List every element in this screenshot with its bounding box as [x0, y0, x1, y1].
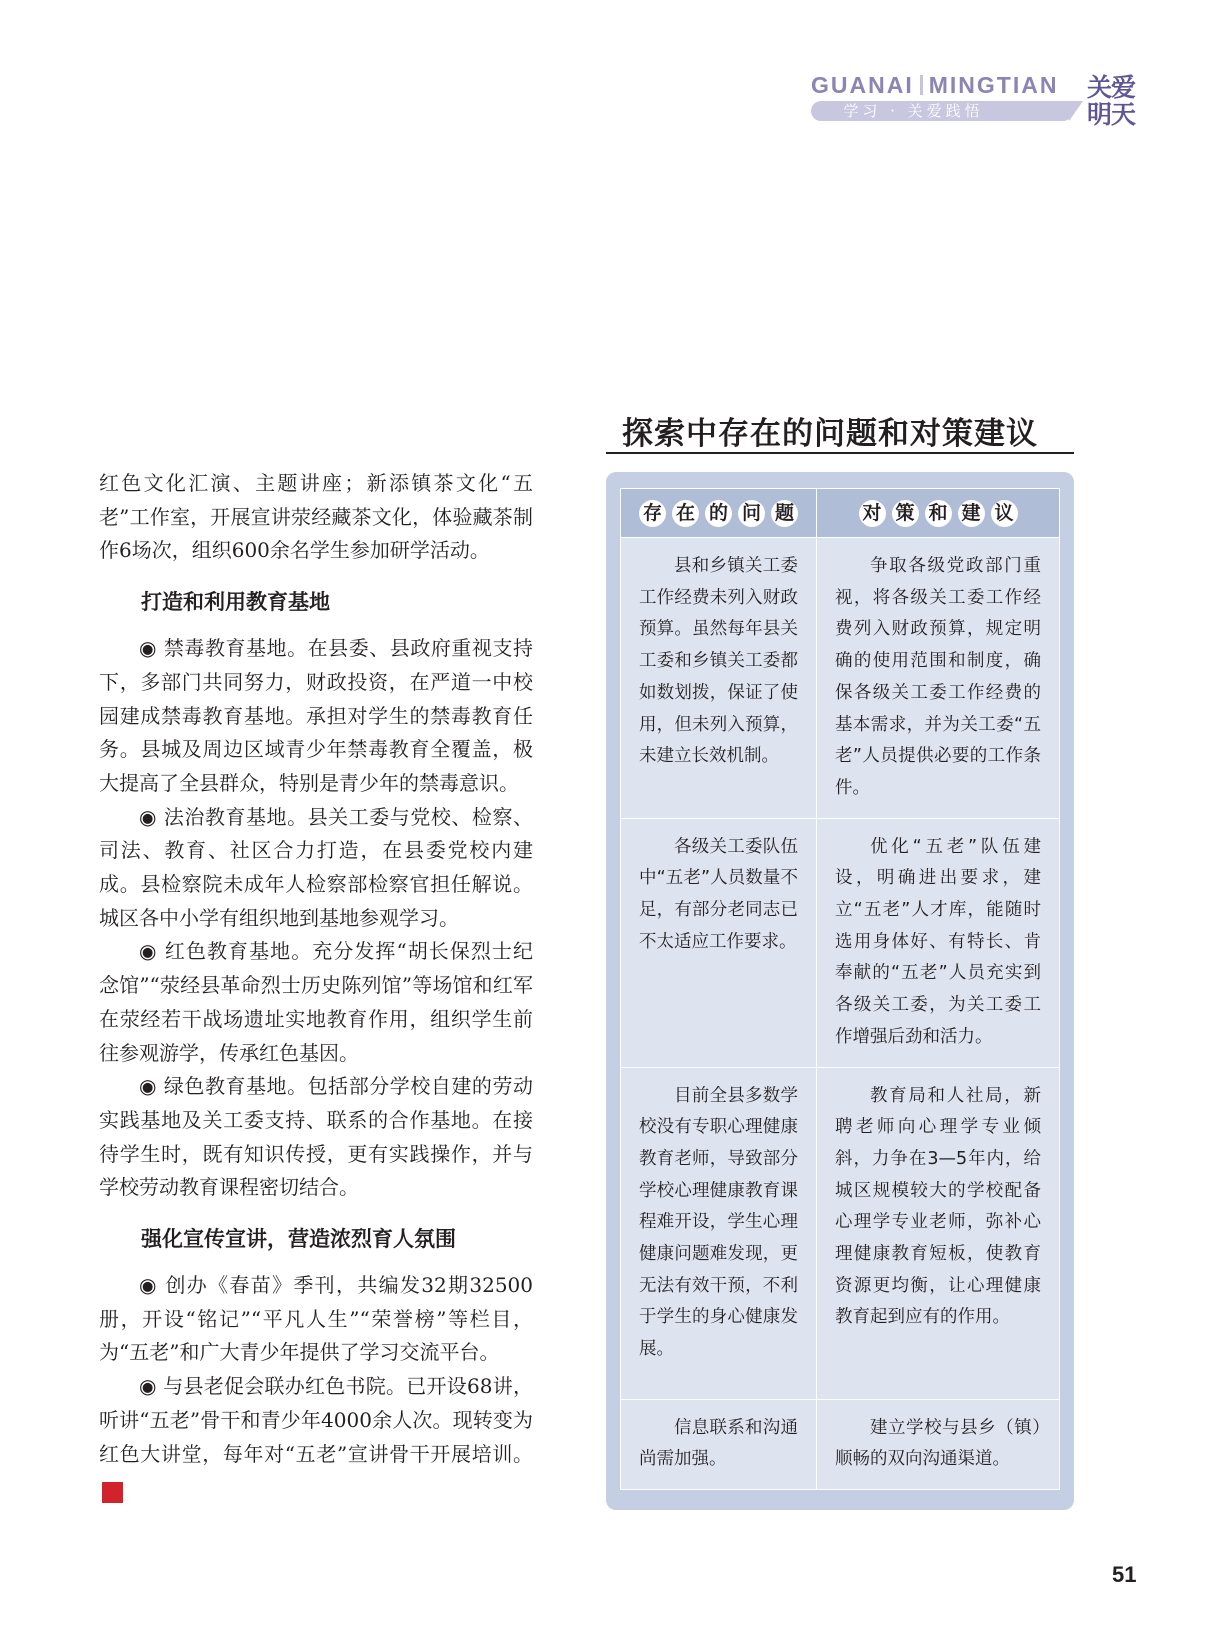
problem-cell	[621, 538, 817, 819]
end-mark-icon: 关	[102, 1482, 123, 1503]
problem-cell	[621, 818, 817, 1067]
solutions-header-char: 对	[859, 500, 886, 527]
problems-header-char: 的	[705, 500, 732, 527]
brand-cn-line2: 明天	[1087, 100, 1136, 129]
solutions-header-char: 议	[991, 500, 1018, 527]
problem-text: 信息联系和沟通尚需加强。	[639, 1417, 798, 1470]
solutions-header-char: 和	[925, 500, 952, 527]
table-row	[621, 1399, 1060, 1489]
problem-text: 各级关工委队伍中“五老”人员数量不足，有部分老同志已不太适应工作要求。	[639, 836, 798, 952]
brand-chinese-logo	[1087, 74, 1135, 128]
solution-text: 争取各级党政部门重视，将各级关工委工作经费列入财政预算，规定明确的使用范围和制度，确保各级关工委工作经费的基本需求，并为关工委“五老”人员提供必要的工作条件。	[835, 556, 1041, 798]
table-row	[621, 818, 1060, 1067]
problem-cell	[621, 1399, 817, 1489]
table-row	[621, 1067, 1060, 1399]
section-title: 探索中存在的问题和对策建议	[622, 416, 1038, 452]
solution-text: 建立学校与县乡（镇）顺畅的双向沟通渠道。	[835, 1417, 1041, 1470]
brand-word-guanai: GUANAI	[811, 72, 914, 98]
paragraph-red-academy	[99, 1370, 533, 1505]
header-solutions	[817, 489, 1060, 538]
solution-cell	[817, 1067, 1060, 1399]
table-row	[621, 538, 1060, 819]
problems-header-char: 问	[738, 500, 765, 527]
solution-text: 优化“五老”队伍建设，明确进出要求，建立“五老”人才库，能随时选用身体好、有特长、肯奉献的“五老”人员充实到各级关工委，为关工委工作增强后劲和活力。	[835, 836, 1041, 1047]
problems-table	[620, 488, 1060, 1490]
paragraph-chunmiao: ◉ 创办《春苗》季刊，共编发32期32500册，开设“铭记”“平凡人生”“荣誉榜”等栏目，为“五老”和广大青少年提供了学习交流平台。	[99, 1273, 533, 1365]
problems-header-char: 存	[639, 500, 666, 527]
brand-english	[811, 72, 1058, 99]
problems-header-char: 在	[672, 500, 699, 527]
paragraph-red-base: ◉ 红色教育基地。充分发挥“胡长保烈士纪念馆”“荥经县革命烈士历史陈列馆”等场馆和红军在荥经若干战场遗址实地教育作用，组织学生前往参观游学，传承红色基因。	[99, 939, 533, 1065]
solutions-header-char: 建	[958, 500, 985, 527]
solutions-header-char: 策	[892, 500, 919, 527]
intro-paragraph: 红色文化汇演、主题讲座；新添镇茶文化“五老”工作室，开展宣讲荥经藏茶文化，体验藏茶制作6场次，组织600余名学生参加研学活动。	[99, 471, 533, 563]
problem-text: 县和乡镇关工委工作经费未列入财政预算。虽然每年县关工委和乡镇关工委都如数划拨，保证了使用，但未列入预算，未建立长效机制。	[639, 556, 798, 767]
header-problems	[621, 489, 817, 538]
paragraph-green-base: ◉ 绿色教育基地。包括部分学校自建的劳动实践基地及关工委支持、联系的合作基地。在接待学生时，既有知识传授，更有实践操作，并与学校劳动教育课程密切结合。	[99, 1074, 533, 1200]
page-number: 51	[1112, 1562, 1137, 1587]
section-heading-education-base: 打造和利用教育基地	[141, 590, 330, 615]
solution-cell	[817, 818, 1060, 1067]
solution-text: 教育局和人社局，新聘老师向心理学专业倾斜，力争在3—5年内，给城区规模较大的学校配备心理学专业老师，弥补心理健康教育短板，使教育资源更均衡，让心理健康教育起到应有的作用。	[835, 1085, 1041, 1328]
problems-header-char: 题	[771, 500, 798, 527]
brand-cn-line1: 关爱	[1087, 73, 1136, 102]
table-header-row	[621, 489, 1060, 538]
title-underline	[606, 452, 1074, 454]
paragraph-drug-base: ◉ 禁毒教育基地。在县委、县政府重视支持下，多部门共同努力，财政投资，在严道一中校园建成禁毒教育基地。承担对学生的禁毒教育任务。县城及周边区域青少年禁毒教育全覆盖，极大提高了全县群众，特别是青少年的禁毒意识。	[99, 636, 533, 795]
brand-word-mingtian: MINGTIAN	[928, 72, 1059, 98]
problem-cell	[621, 1067, 817, 1399]
left-column	[99, 467, 533, 1505]
solution-cell	[817, 538, 1060, 819]
brand-subtitle: 学习 · 关爱践悟	[843, 102, 984, 120]
paragraph-red-academy-text: ◉ 与县老促会联办红色书院。已开设68讲，听讲“五老”骨干和青少年4000余人次。现转变为红色大讲堂，每年对“五老”宣讲骨干开展培训。	[99, 1374, 533, 1466]
brand-separator	[920, 75, 923, 95]
solution-cell	[817, 1399, 1060, 1489]
problem-text: 目前全县多数学校没有专职心理健康教育老师，导致部分学校心理健康教育课程难开设，学生心理健康问题难发现，更无法有效干预，不利于学生的身心健康发展。	[639, 1085, 798, 1360]
paragraph-law-base: ◉ 法治教育基地。县关工委与党校、检察、司法、教育、社区合力打造，在县委党校内建成。县检察院未成年人检察部检察官担任解说。城区各中小学有组织地到基地参观学习。	[99, 804, 533, 930]
section-heading-publicity: 强化宣传宣讲，营造浓烈育人氛围	[141, 1227, 456, 1252]
